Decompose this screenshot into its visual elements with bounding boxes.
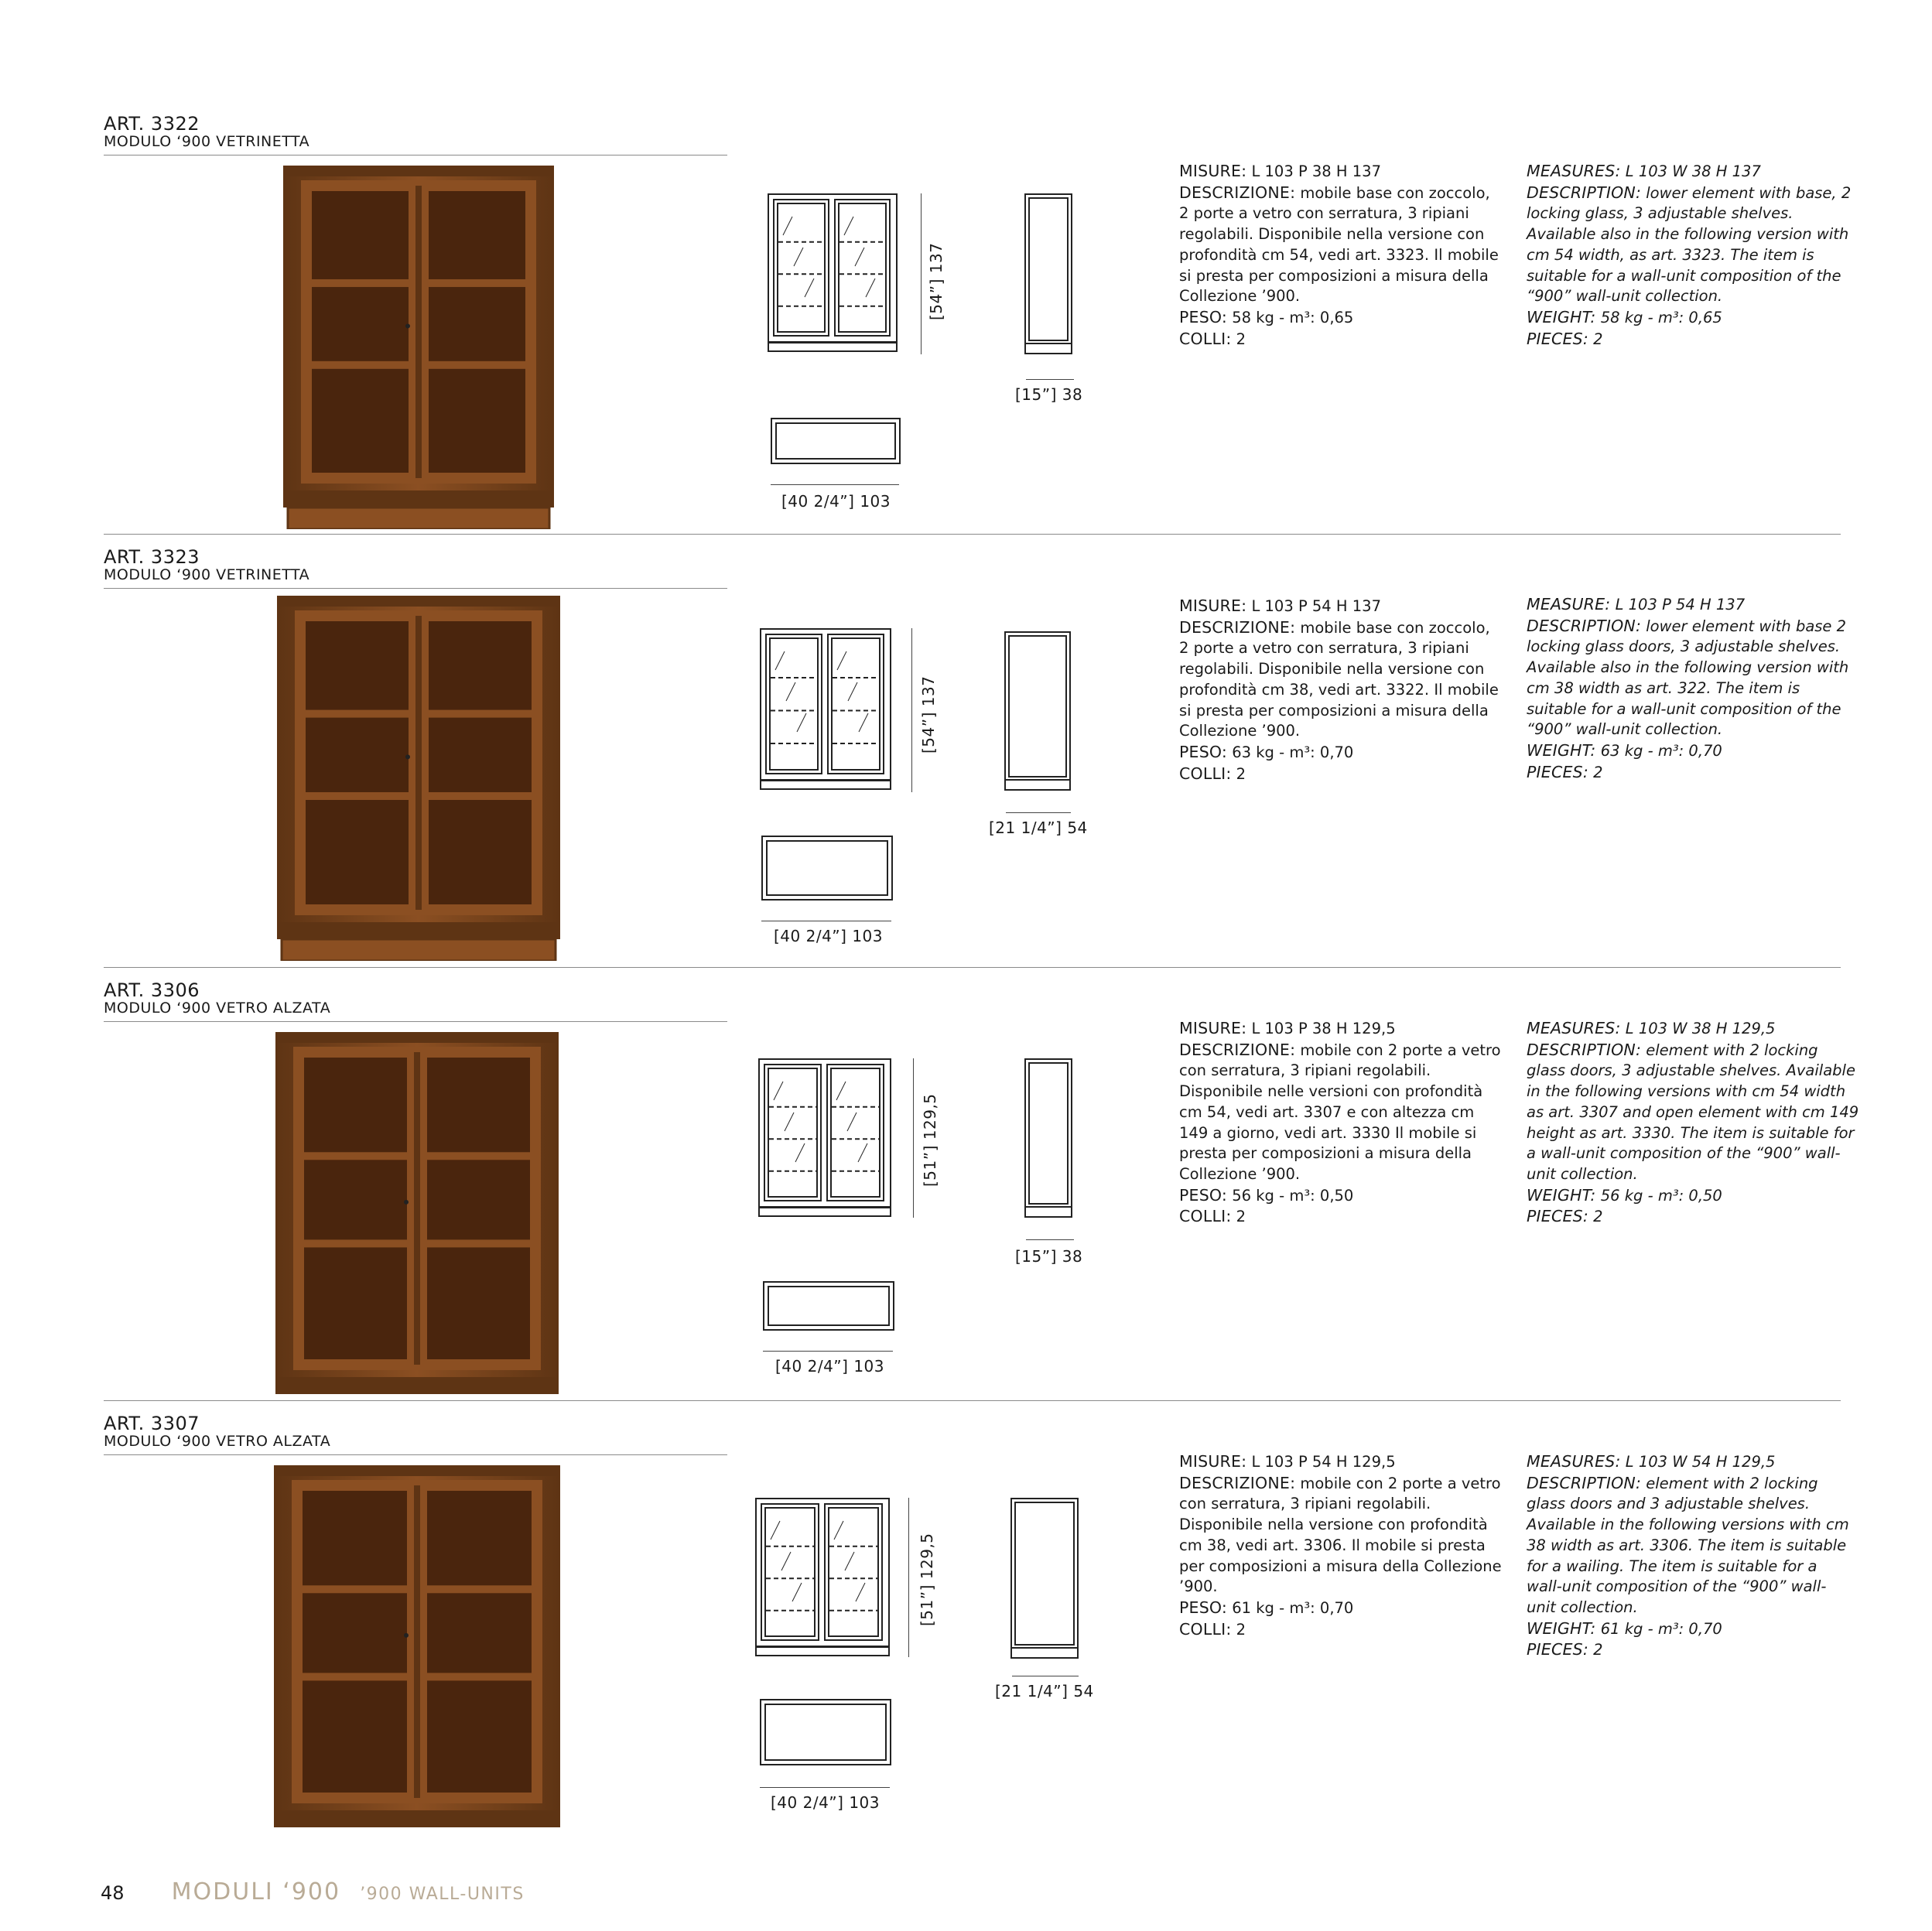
height-dimension-line — [911, 628, 912, 792]
cabinet-photo — [283, 166, 554, 529]
width-dimension-label: [40 2/4”] 103 — [781, 492, 891, 511]
weight-line: PESO: 63 kg - m³: 0,70 — [1179, 742, 1354, 761]
article-number: ART. 3306 — [104, 979, 200, 1001]
article-name: MODULO ‘900 VETRINETTA — [104, 133, 310, 150]
measures-line: MISURE: L 103 P 38 H 137 — [1179, 162, 1381, 180]
measures-line: MISURE: L 103 P 54 H 137 — [1179, 596, 1381, 615]
pieces-line: COLLI: 2 — [1179, 329, 1246, 348]
article-number: ART. 3322 — [104, 113, 200, 135]
top-view-drawing — [761, 836, 893, 901]
product-section-3306 — [0, 979, 1932, 1417]
measures-line: MEASURES: L 103 W 38 H 129,5 — [1527, 1019, 1776, 1037]
title-rule — [104, 155, 727, 156]
top-view-drawing — [763, 1281, 894, 1332]
side-view-drawing — [1024, 193, 1072, 356]
front-view-drawing — [758, 1058, 896, 1224]
depth-dimension-line — [1006, 812, 1071, 813]
pieces-line: COLLI: 2 — [1179, 764, 1246, 783]
section-divider — [104, 1400, 1841, 1401]
section-divider — [104, 534, 1841, 535]
front-view-drawing — [768, 193, 904, 361]
width-dimension-line — [763, 1351, 893, 1352]
front-view-drawing — [760, 628, 898, 795]
depth-dimension-line — [1026, 379, 1074, 380]
weight-line: PESO: 61 kg - m³: 0,70 — [1179, 1598, 1354, 1617]
cabinet-photo — [277, 596, 560, 961]
weight-line: WEIGHT: 56 kg - m³: 0,50 — [1527, 1185, 1722, 1205]
section-divider — [104, 967, 1841, 968]
height-dimension-line — [908, 1498, 909, 1657]
catalog-section-title: MODULI ‘900 — [171, 1878, 341, 1905]
description-text: DESCRIPTION: element with 2 locking glass doors, 3 adjustable shelves. Available in the following versions with cm 54 width as art. 3307 and open element with cm 149 height as art. 3330. The item is suitable for a wall-unit composition of the “900” wall-unit collection. — [1527, 1040, 1859, 1183]
depth-dimension-label: [21 1/4”] 54 — [989, 819, 1088, 837]
width-dimension-line — [771, 484, 899, 485]
pieces-line: COLLI: 2 — [1179, 1207, 1246, 1226]
cabinet-photo — [275, 1032, 559, 1394]
description-text: DESCRIZIONE: mobile base con zoccolo, 2 porte a vetro con serratura, 3 ripiani regolabili. Disponibile nella versione con profondità cm 38, vedi art. 3322. Il mobile si presta per composizioni a misura della Collezione ’900. — [1179, 617, 1499, 740]
height-dimension-label: [54”] 137 — [927, 242, 945, 320]
description-text: DESCRIPTION: element with 2 locking glass doors and 3 adjustable shelves. Available in the following versions with cm 38 width as art. 3306. The item is suitable for a wailing. The item is suitable for a wall-unit composition of the “900” wall-unit collection. — [1527, 1473, 1849, 1616]
width-dimension-label: [40 2/4”] 103 — [774, 927, 883, 945]
side-view-drawing — [1004, 631, 1071, 791]
height-dimension-label: [51”] 129,5 — [918, 1533, 936, 1626]
measures-line: MEASURES: L 103 W 38 H 137 — [1527, 162, 1761, 180]
english-description — [1527, 161, 1852, 350]
article-name: MODULO ‘900 VETRO ALZATA — [104, 1433, 331, 1450]
product-section-3323 — [0, 546, 1932, 984]
front-view-drawing — [755, 1498, 893, 1663]
page-footer — [101, 1878, 525, 1905]
catalog-section-subtitle: ’900 WALL-UNITS — [360, 1885, 525, 1904]
depth-dimension-label: [21 1/4”] 54 — [995, 1682, 1094, 1700]
title-rule — [104, 1454, 727, 1455]
english-description — [1527, 1451, 1852, 1661]
pieces-line: PIECES: 2 — [1527, 1207, 1603, 1226]
measures-line: MEASURE: L 103 P 54 H 137 — [1527, 595, 1746, 613]
pieces-line: PIECES: 2 — [1527, 1640, 1603, 1659]
width-dimension-label: [40 2/4”] 103 — [771, 1793, 880, 1812]
product-section-3322 — [0, 113, 1932, 551]
width-dimension-label: [40 2/4”] 103 — [775, 1357, 884, 1376]
weight-line: WEIGHT: 58 kg - m³: 0,65 — [1527, 307, 1722, 326]
article-number: ART. 3307 — [104, 1413, 200, 1434]
measures-line: MISURE: L 103 P 38 H 129,5 — [1179, 1019, 1396, 1037]
description-text: DESCRIZIONE: mobile base con zoccolo, 2 porte a vetro con serratura, 3 ripiani regolabili. Disponibile nella versione con profondità cm 54, vedi art. 3323. Il mobile si presta per composizioni a misura della Collezione ’900. — [1179, 183, 1499, 306]
side-view-drawing — [1024, 1058, 1072, 1218]
side-view-drawing — [1010, 1498, 1079, 1660]
weight-line: PESO: 56 kg - m³: 0,50 — [1179, 1185, 1354, 1205]
description-text: DESCRIZIONE: mobile con 2 porte a vetro con serratura, 3 ripiani regolabili. Disponibile nelle versioni con profondità cm 54, vedi art. 3307 e con altezza cm 149 a giorno, vedi art. 3330 Il mobile si presta per composizioni a misura della Collezione ’900. — [1179, 1040, 1501, 1183]
height-dimension-label: [54”] 137 — [919, 675, 938, 754]
pieces-line: PIECES: 2 — [1527, 329, 1603, 348]
height-dimension-line — [913, 1058, 914, 1218]
italian-description — [1179, 596, 1504, 784]
article-name: MODULO ‘900 VETRO ALZATA — [104, 1000, 331, 1017]
article-name: MODULO ‘900 VETRINETTA — [104, 566, 310, 583]
width-dimension-line — [760, 1787, 890, 1788]
weight-line: WEIGHT: 63 kg - m³: 0,70 — [1527, 740, 1722, 760]
english-description — [1527, 1018, 1859, 1228]
description-text: DESCRIPTION: lower element with base, 2 locking glass, 3 adjustable shelves. Available also in the following version with cm 54 width, as art. 3323. The item is suitable for a wall-unit composition of the “900” wall-unit collection. — [1527, 183, 1852, 306]
italian-description — [1179, 1018, 1504, 1228]
measures-line: MISURE: L 103 P 54 H 129,5 — [1179, 1452, 1396, 1471]
product-section-3307 — [0, 1413, 1932, 1851]
depth-dimension-line — [1026, 1239, 1074, 1240]
weight-line: WEIGHT: 61 kg - m³: 0,70 — [1527, 1618, 1722, 1638]
pieces-line: PIECES: 2 — [1527, 762, 1603, 781]
height-dimension-label: [51”] 129,5 — [921, 1093, 939, 1187]
description-text: DESCRIZIONE: mobile con 2 porte a vetro con serratura, 3 ripiani regolabili. Disponibile nella versione con profondità cm 38, vedi art. 3306. Il mobile si presta per composizioni a misura della Collezione ’900. — [1179, 1473, 1502, 1596]
depth-dimension-label: [15”] 38 — [1015, 1247, 1083, 1266]
italian-description — [1179, 1451, 1504, 1640]
title-rule — [104, 1021, 727, 1022]
depth-dimension-label: [15”] 38 — [1015, 385, 1083, 404]
cabinet-photo — [274, 1465, 560, 1827]
pieces-line: COLLI: 2 — [1179, 1619, 1246, 1639]
page-number: 48 — [101, 1882, 125, 1904]
description-text: DESCRIPTION: lower element with base 2 locking glass doors, 3 adjustable shelves. Available also in the following version with cm 38 width as art. 322. The item is suitable for a wall-unit composition of the “900” wall-unit collection. — [1527, 616, 1849, 739]
top-view-drawing — [771, 418, 901, 466]
english-description — [1527, 594, 1852, 783]
title-rule — [104, 588, 727, 589]
italian-description — [1179, 161, 1504, 350]
article-number: ART. 3323 — [104, 546, 200, 568]
top-view-drawing — [760, 1699, 891, 1765]
measures-line: MEASURES: L 103 W 54 H 129,5 — [1527, 1452, 1776, 1471]
height-dimension-line — [921, 193, 922, 354]
weight-line: PESO: 58 kg - m³: 0,65 — [1179, 307, 1354, 326]
